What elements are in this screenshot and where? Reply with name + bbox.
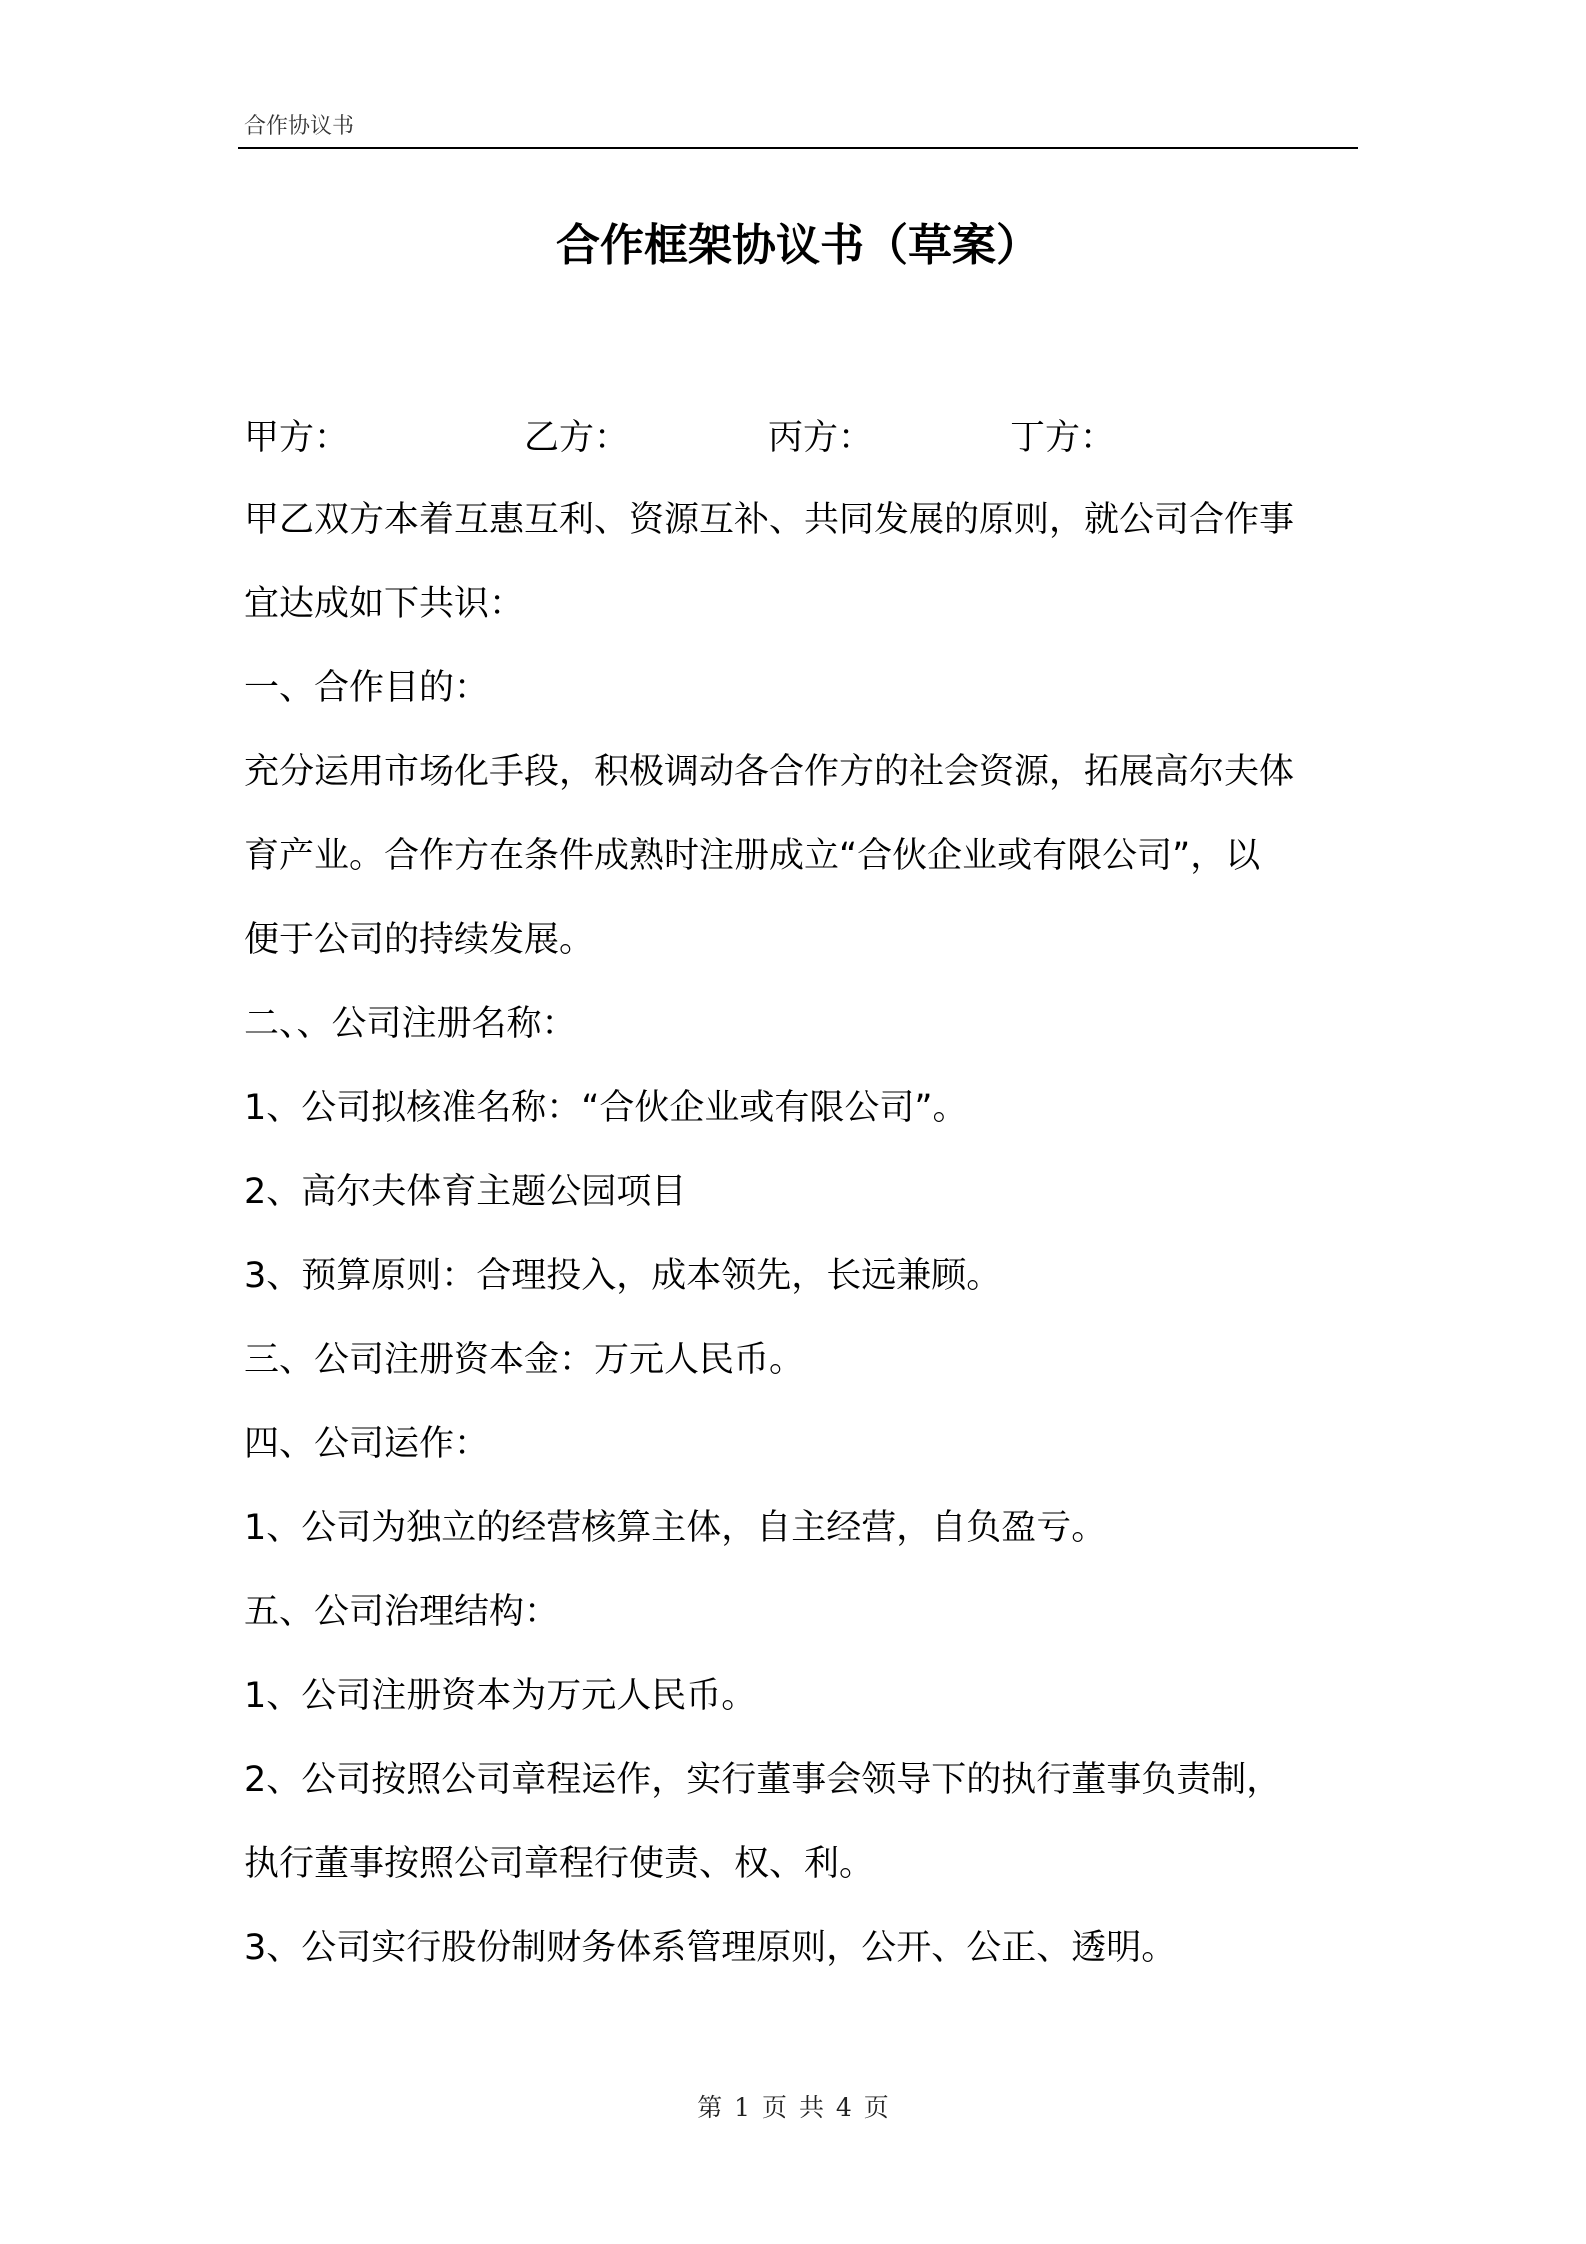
section-5-heading: 五、公司治理结构： xyxy=(244,1592,560,1632)
section-2-item-2: 2、高尔夫体育主题公园项目 xyxy=(244,1172,687,1212)
section-1-line-3: 便于公司的持续发展。 xyxy=(244,920,595,960)
section-2-item-3: 3、预算原则：合理投入，成本领先，长远兼顾。 xyxy=(244,1256,1002,1296)
section-5-item-1: 1、公司注册资本为万元人民币。 xyxy=(244,1676,757,1716)
intro-line-1: 甲乙双方本着互惠互利、资源互补、共同发展的原则，就公司合作事 xyxy=(244,500,1295,540)
section-2-item-1: 1、公司拟核准名称：“合伙企业或有限公司”。 xyxy=(244,1088,968,1128)
party-d-label: 丁方： xyxy=(1010,418,1116,458)
section-5-item-3: 3、公司实行股份制财务体系管理原则，公开、公正、透明。 xyxy=(244,1928,1177,1968)
intro-line-2: 宜达成如下共识： xyxy=(244,584,525,624)
section-1-heading: 一、合作目的： xyxy=(244,668,490,708)
party-c-label: 丙方： xyxy=(768,418,874,458)
section-4-item-1: 1、公司为独立的经营核算主体，自主经营，自负盈亏。 xyxy=(244,1508,1107,1548)
page-number-footer: 第 1 页 共 4 页 xyxy=(697,2093,889,2122)
header-text: 合作协议书 xyxy=(244,114,355,139)
section-4-heading: 四、公司运作： xyxy=(244,1424,490,1464)
page-header xyxy=(238,113,1358,149)
document-title: 合作框架协议书（草案） xyxy=(556,220,1040,271)
section-1-line-1: 充分运用市场化手段，积极调动各合作方的社会资源，拓展高尔夫体 xyxy=(244,752,1295,792)
party-a-label: 甲方： xyxy=(244,418,350,458)
section-1-line-2: 育产业。合作方在条件成熟时注册成立“合伙企业或有限公司”，以 xyxy=(244,836,1261,876)
section-5-item-2: 2、公司按照公司章程运作，实行董事会领导下的执行董事负责制， xyxy=(244,1760,1282,1800)
section-5-item-2-cont: 执行董事按照公司章程行使责、权、利。 xyxy=(244,1844,875,1884)
section-2-heading: 二、、公司注册名称： xyxy=(244,1004,577,1044)
section-3-heading: 三、公司注册资本金：万元人民币。 xyxy=(244,1340,805,1380)
party-b-label: 乙方： xyxy=(524,418,630,458)
